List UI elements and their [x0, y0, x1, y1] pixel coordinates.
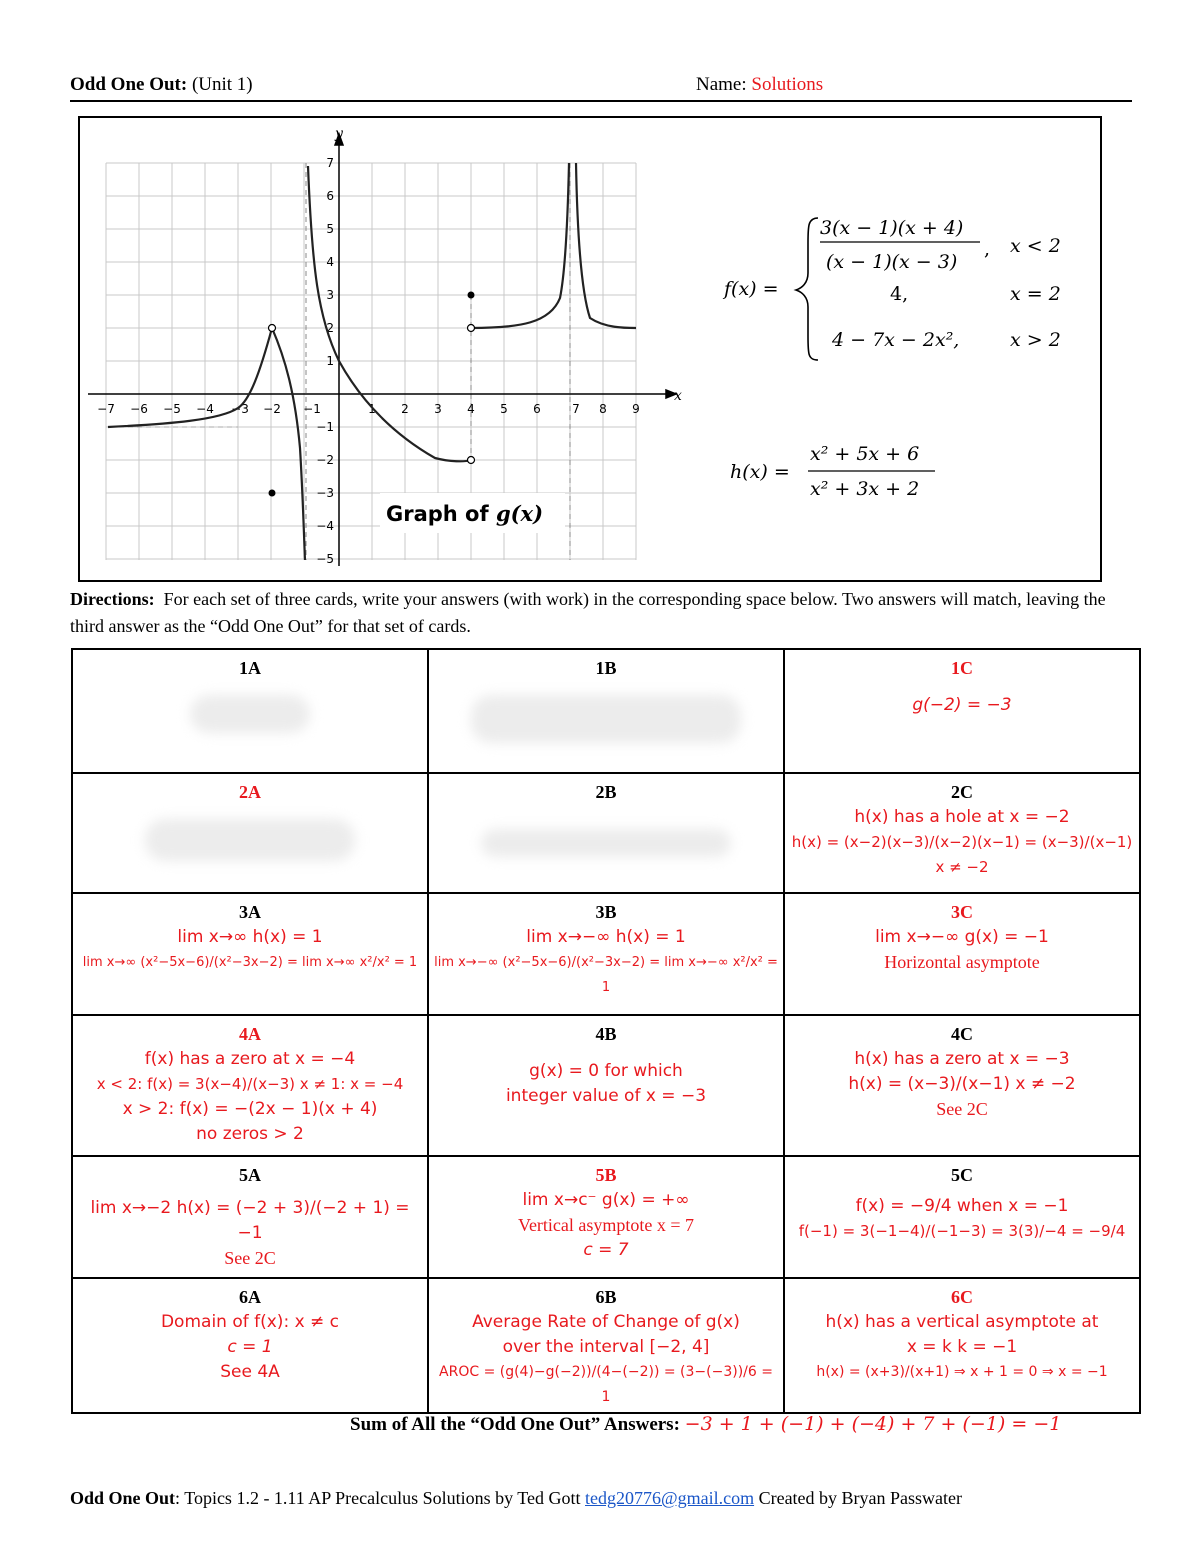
- x-tick-label: 3: [434, 402, 442, 416]
- card-answer: See 2C: [224, 1248, 276, 1268]
- card-answer: See 4A: [220, 1362, 280, 1382]
- x-tick-label: 4: [467, 402, 475, 416]
- y-tick-label: 1: [326, 354, 334, 368]
- card-answer: Vertical asymptote x = 7: [517, 1215, 695, 1235]
- closed-point: [468, 292, 475, 299]
- card-3A: [72, 893, 428, 1015]
- f-case3-condition: x > 2: [1010, 329, 1061, 351]
- h-definition: [730, 443, 935, 500]
- card-title: 1B: [595, 658, 617, 678]
- card-2C: [784, 773, 1140, 893]
- x-tick-label: 2: [401, 402, 409, 416]
- erased-answer: [471, 695, 741, 743]
- y-tick-label: −1: [316, 420, 334, 434]
- sum-label: Sum of All the “Odd One Out” Answers:: [350, 1414, 680, 1435]
- card-title: 4C: [951, 1024, 973, 1044]
- y-tick-label: −4: [316, 519, 334, 533]
- card-2B: [428, 773, 784, 893]
- y-tick-label: 3: [326, 288, 334, 302]
- sum-of-answers: [350, 1413, 1061, 1436]
- g-curve-hump-right: [272, 328, 305, 560]
- card-answer: no zeros > 2: [196, 1124, 304, 1144]
- y-tick-label: −3: [316, 486, 334, 500]
- f-case1-denominator: (x − 1)(x − 3): [826, 251, 958, 273]
- sum-value: −3 + 1 + (−1) + (−4) + 7 + (−1) = −1: [684, 1413, 1062, 1435]
- f-case1-numerator: 3(x − 1)(x + 4): [820, 217, 964, 239]
- directions: [70, 586, 1130, 640]
- y-tick-label: −2: [316, 453, 334, 467]
- name-field: Name: Solutions: [696, 74, 824, 95]
- x-tick-label: −7: [97, 402, 115, 416]
- card-answer: lim x→−2 h(x) = (−2 + 3)/(−2 + 1) = −1: [90, 1198, 410, 1243]
- x-tick-label: −1: [303, 402, 321, 416]
- open-point: [468, 325, 475, 332]
- card-4B: [428, 1015, 784, 1156]
- open-point: [468, 457, 475, 464]
- email-link[interactable]: tedg20776@gmail.com: [585, 1488, 755, 1508]
- card-title: 6A: [239, 1287, 261, 1307]
- x-tick-label: 6: [533, 402, 541, 416]
- x-tick-label: 7: [572, 402, 580, 416]
- f-definition: [722, 217, 1061, 360]
- card-answer: f(−1) = 3(−1−4)/(−1−3) = 3(3)/−4 = −9/4: [798, 1222, 1126, 1240]
- graph-caption: Graph of g(x): [386, 501, 544, 526]
- y-tick-label: −5: [316, 552, 334, 566]
- h-denominator: x² + 3x + 2: [810, 478, 920, 500]
- x-tick-label: −2: [263, 402, 281, 416]
- card-3B: [428, 893, 784, 1015]
- card-answer: h(x) = (x+3)/(x+1) ⇒ x + 1 = 0 ⇒ x = −1: [816, 1364, 1108, 1380]
- card-3C: [784, 893, 1140, 1015]
- card-5B: [428, 1156, 784, 1278]
- card-answer: h(x) = (x−2)(x−3)/(x−2)(x−1) = (x−3)/(x−1) x ≠ −2: [791, 833, 1133, 876]
- card-answer: f(x) = −9/4 when x = −1: [855, 1196, 1069, 1216]
- f-case2-condition: x = 2: [1010, 283, 1061, 305]
- card-answer: x < 2: f(x) = 3(x−4)/(x−3) x ≠ 1: x = −4: [96, 1075, 404, 1093]
- x-tick-label: −6: [130, 402, 148, 416]
- card-answer: c = 1: [227, 1337, 273, 1357]
- card-answer: h(x) = (x−3)/(x−1) x ≠ −2: [848, 1074, 1076, 1094]
- erased-answer: [145, 819, 355, 861]
- f-case1-condition: x < 2: [1010, 235, 1061, 257]
- card-title: 5B: [595, 1165, 617, 1185]
- g-curve-right-high: [576, 163, 636, 328]
- y-axis-label: y: [335, 126, 343, 142]
- footer: [70, 1488, 962, 1509]
- card-title: 3B: [595, 902, 617, 922]
- card-answer: x > 2: f(x) = −(2x − 1)(x + 4): [122, 1099, 378, 1119]
- card-answer: lim x→−∞ g(x) = −1: [875, 927, 1049, 947]
- card-answer: See 2C: [936, 1099, 988, 1119]
- card-6B: [428, 1278, 784, 1413]
- card-answer: lim x→c⁻ g(x) = +∞: [522, 1190, 690, 1210]
- card-4A: [72, 1015, 428, 1156]
- card-answer: lim x→∞ (x²−5x−6)/(x²−3x−2) = lim x→∞ x²/x² = 1: [82, 955, 418, 970]
- card-title: 3A: [239, 902, 261, 922]
- footer-credit: Created by Bryan Passwater: [754, 1488, 963, 1508]
- card-title: 4A: [239, 1024, 261, 1044]
- card-answer: g(x) = 0 for which: [529, 1061, 683, 1081]
- card-answer: h(x) has a hole at x = −2: [854, 807, 1070, 827]
- card-answer: h(x) has a zero at x = −3: [854, 1049, 1070, 1069]
- card-title: 6C: [951, 1287, 973, 1307]
- h-numerator: x² + 5x + 6: [810, 443, 920, 465]
- graph-of-g: [80, 118, 1100, 580]
- card-answer: lim x→∞ h(x) = 1: [177, 927, 323, 947]
- card-2A: [72, 773, 428, 893]
- card-answer: Domain of f(x): x ≠ c: [160, 1312, 340, 1332]
- card-title: 2B: [595, 782, 617, 802]
- erased-answer: [481, 829, 731, 857]
- g-curve-right-low: [471, 163, 569, 328]
- card-1A: [72, 649, 428, 773]
- h-lhs: h(x) =: [730, 461, 790, 483]
- worksheet-title: Odd One Out: (Unit 1): [70, 74, 253, 95]
- card-title: 2A: [239, 782, 261, 802]
- card-4C: [784, 1015, 1140, 1156]
- y-tick-label: 5: [326, 222, 334, 236]
- worksheet-header: [70, 72, 1132, 102]
- x-tick-label: −3: [231, 402, 249, 416]
- card-answer: Average Rate of Change of g(x): [472, 1312, 740, 1332]
- card-title: 1A: [239, 658, 261, 678]
- g-curve-middle: [308, 166, 471, 461]
- x-axis-label: x: [674, 388, 682, 404]
- card-answer: lim x→−∞ (x²−5x−6)/(x²−3x−2) = lim x→−∞ x²/x² = 1: [434, 955, 778, 995]
- card-title: 4B: [595, 1024, 617, 1044]
- f-case2: 4,: [890, 283, 909, 305]
- card-answer: f(x) has a zero at x = −4: [144, 1049, 356, 1069]
- card-answer: integer value of x = −3: [505, 1086, 707, 1106]
- footer-topics: : Topics 1.2 - 1.11 AP Precalculus Solutions by Ted Gott: [175, 1488, 586, 1508]
- open-point: [269, 325, 276, 332]
- card-title: 5C: [951, 1165, 973, 1185]
- f-case3: 4 − 7x − 2x²,: [832, 329, 960, 351]
- x-tick-label: 5: [500, 402, 508, 416]
- card-answer: lim x→−∞ h(x) = 1: [526, 927, 686, 947]
- footer-title: Odd One Out: [70, 1488, 176, 1508]
- card-1C: [784, 649, 1140, 773]
- x-tick-label: −5: [163, 402, 181, 416]
- card-answer: AROC = (g(4)−g(−2))/(4−(−2)) = (3−(−3))/6 = 1: [439, 1364, 773, 1405]
- figure-box: [78, 116, 1102, 582]
- card-title: 1C: [951, 658, 973, 678]
- card-answer: h(x) has a vertical asymptote at: [825, 1312, 1099, 1332]
- y-tick-label: 2: [326, 321, 334, 335]
- card-title: 5A: [239, 1165, 261, 1185]
- y-tick-label: 7: [326, 156, 334, 170]
- y-tick-label: 4: [326, 255, 334, 269]
- x-tick-label: −4: [196, 402, 214, 416]
- x-tick-label: 8: [599, 402, 607, 416]
- card-answer: c = 7: [583, 1240, 629, 1260]
- cards-table: [71, 648, 1141, 1414]
- x-tick-label: 1: [368, 402, 376, 416]
- card-6A: [72, 1278, 428, 1413]
- card-5A: [72, 1156, 428, 1278]
- card-answer: over the interval [−2, 4]: [502, 1337, 710, 1357]
- card-answer: x = k k = −1: [906, 1337, 1018, 1357]
- card-answer: g(−2) = −3: [912, 695, 1012, 715]
- y-tick-label: 6: [326, 189, 334, 203]
- card-title: 3C: [951, 902, 973, 922]
- card-answer: Horizontal asymptote: [884, 952, 1040, 972]
- card-5C: [784, 1156, 1140, 1278]
- erased-answer: [190, 695, 310, 733]
- card-1B: [428, 649, 784, 773]
- directions-text: For each set of three cards, write your answers (with work) in the corresponding space below. Two answers will match, leaving the third answer as the “Odd One Out” for that set of cards.: [70, 589, 1106, 636]
- directions-label: Directions:: [70, 589, 155, 609]
- f-lhs: f(x) =: [724, 278, 779, 300]
- card-6C: [784, 1278, 1140, 1413]
- brace-icon: [796, 218, 818, 360]
- card-title: 6B: [595, 1287, 617, 1307]
- closed-point: [269, 490, 276, 497]
- svg-text:,: ,: [984, 238, 991, 260]
- x-tick-label: 9: [632, 402, 640, 416]
- card-title: 2C: [951, 782, 973, 802]
